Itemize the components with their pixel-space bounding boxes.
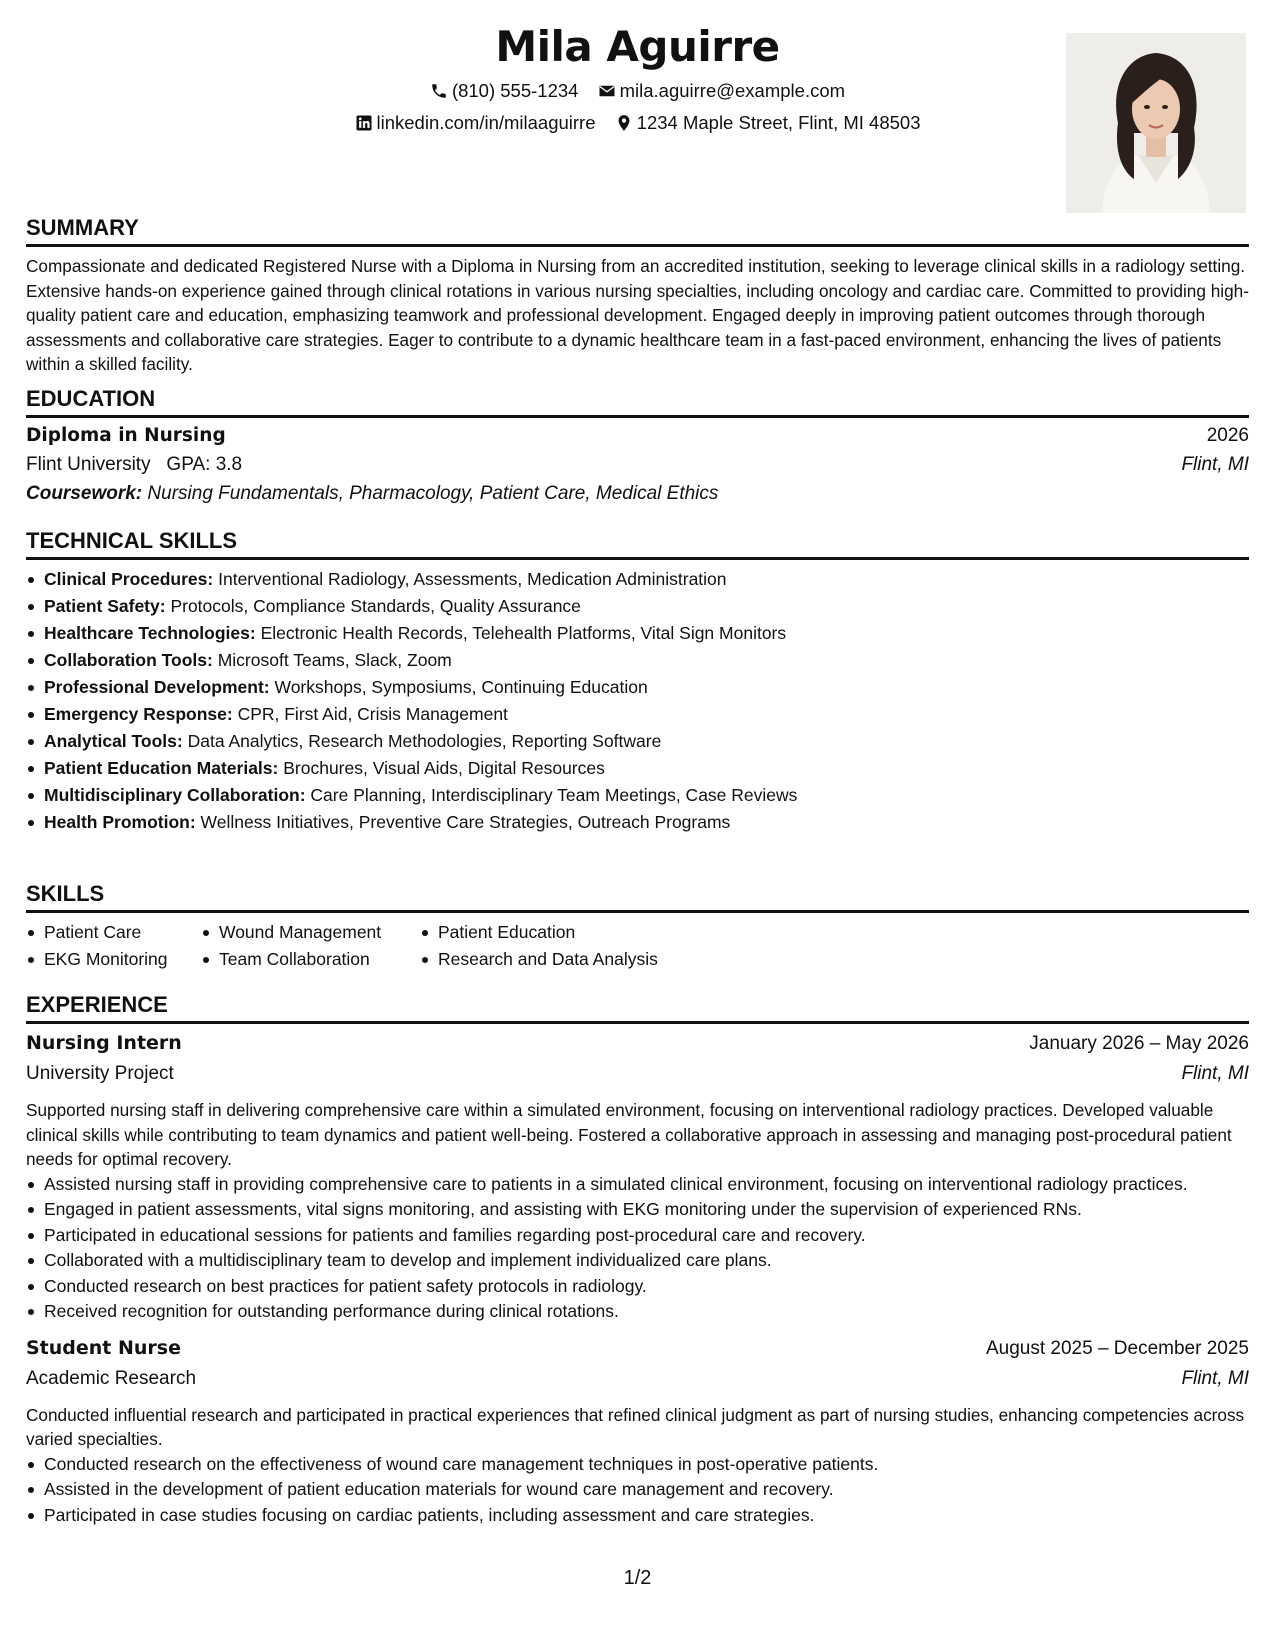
technical-skills-title: TECHNICAL SKILLS bbox=[26, 528, 1249, 560]
email-text: mila.aguirre@example.com bbox=[619, 80, 846, 101]
skill-item: Patient Education bbox=[420, 919, 720, 946]
technical-skills-list bbox=[26, 566, 1249, 836]
email-contact[interactable] bbox=[598, 80, 845, 102]
education-coursework bbox=[26, 483, 1249, 512]
profile-photo bbox=[1066, 33, 1246, 213]
job-bullet: Participated in educational sessions for patients and families regarding post-procedural care and recovery. bbox=[26, 1223, 1249, 1249]
address-text: 1234 Maple Street, Flint, MI 48503 bbox=[636, 112, 921, 133]
tech-skill-item: Collaboration Tools: Microsoft Teams, Slack, Zoom bbox=[26, 647, 1249, 674]
job-entry bbox=[26, 1337, 1249, 1529]
job-bullet: Conducted research on the effectiveness of wound care management techniques in post-operative patients. bbox=[26, 1452, 1249, 1478]
candidate-name: Mila Aguirre bbox=[495, 22, 780, 71]
tech-skill-item: Patient Education Materials: Brochures, Visual Aids, Digital Resources bbox=[26, 755, 1249, 782]
tech-skill-item: Multidisciplinary Collaboration: Care Planning, Interdisciplinary Team Meetings, Case Reviews bbox=[26, 782, 1249, 809]
education-section bbox=[26, 386, 1249, 512]
job-org-row bbox=[26, 1368, 1249, 1399]
job-bullet: Received recognition for outstanding performance during clinical rotations. bbox=[26, 1299, 1249, 1325]
coursework-text: Nursing Fundamentals, Pharmacology, Patient Care, Medical Ethics bbox=[147, 483, 719, 504]
experience-section bbox=[26, 992, 1249, 1528]
job-bullet: Collaborated with a multidisciplinary team to develop and implement individualized care plans. bbox=[26, 1248, 1249, 1274]
skills-grid bbox=[26, 919, 1249, 973]
skill-item: EKG Monitoring bbox=[26, 946, 201, 973]
linkedin-text: linkedin.com/in/milaaguirre bbox=[376, 112, 596, 133]
job-bullet: Conducted research on best practices for patient safety protocols in radiology. bbox=[26, 1274, 1249, 1300]
education-school-line bbox=[26, 454, 242, 476]
education-gpa: GPA: 3.8 bbox=[166, 454, 243, 475]
skills-section bbox=[26, 881, 1249, 973]
job-bullet: Engaged in patient assessments, vital signs monitoring, and assisting with EKG monitoring under the supervision of experienced RNs. bbox=[26, 1197, 1249, 1223]
summary-section bbox=[26, 215, 1249, 377]
experience-title: EXPERIENCE bbox=[26, 992, 1249, 1024]
education-school-row bbox=[26, 454, 1249, 483]
job-bullet: Participated in case studies focusing on cardiac patients, including assessment and care strategies. bbox=[26, 1503, 1249, 1529]
education-school: Flint University bbox=[26, 454, 151, 475]
job-dates: January 2026 – May 2026 bbox=[1029, 1033, 1249, 1054]
coursework-label: Coursework: bbox=[26, 483, 143, 504]
education-degree: Diploma in Nursing bbox=[26, 425, 226, 446]
job-bullets bbox=[26, 1172, 1249, 1325]
skill-item: Wound Management bbox=[201, 919, 420, 946]
job-role: Nursing Intern bbox=[26, 1032, 182, 1054]
tech-skill-item: Healthcare Technologies: Electronic Health Records, Telehealth Platforms, Vital Sign Monitors bbox=[26, 620, 1249, 647]
education-year: 2026 bbox=[1206, 425, 1249, 446]
job-org-row bbox=[26, 1063, 1249, 1094]
tech-skill-item: Emergency Response: CPR, First Aid, Crisis Management bbox=[26, 701, 1249, 728]
job-bullet: Assisted nursing staff in providing comprehensive care to patients in a simulated clinical environment, focusing on interventional radiology practices. bbox=[26, 1172, 1249, 1198]
phone-contact[interactable] bbox=[430, 80, 579, 102]
skill-item: Team Collaboration bbox=[201, 946, 420, 973]
linkedin-icon bbox=[355, 114, 373, 132]
job-bullet: Assisted in the development of patient education materials for wound care management and recovery. bbox=[26, 1477, 1249, 1503]
job-summary: Conducted influential research and participated in practical experiences that refined clinical judgment as part of nursing studies, enhancing competencies across varied specialties. bbox=[26, 1404, 1245, 1450]
tech-skill-item: Patient Safety: Protocols, Compliance Standards, Quality Assurance bbox=[26, 593, 1249, 620]
summary-title: SUMMARY bbox=[26, 215, 1249, 247]
skills-title: SKILLS bbox=[26, 881, 1249, 913]
education-title: EDUCATION bbox=[26, 386, 1249, 418]
skill-item: Patient Care bbox=[26, 919, 201, 946]
job-org: Academic Research bbox=[26, 1367, 197, 1389]
education-location: Flint, MI bbox=[1181, 454, 1249, 475]
job-role: Student Nurse bbox=[26, 1336, 181, 1359]
map-pin-icon bbox=[615, 114, 633, 132]
technical-skills-section bbox=[26, 528, 1249, 836]
tech-skill-item: Health Promotion: Wellness Initiatives, Preventive Care Strategies, Outreach Programs bbox=[26, 809, 1249, 836]
job-header-row bbox=[26, 1032, 1249, 1063]
job-bullets bbox=[26, 1452, 1249, 1529]
envelope-icon bbox=[598, 82, 616, 100]
linkedin-contact[interactable] bbox=[355, 112, 596, 134]
tech-skill-item: Professional Development: Workshops, Symposiums, Continuing Education bbox=[26, 674, 1249, 701]
address-contact bbox=[615, 112, 921, 134]
summary-text: Compassionate and dedicated Registered Nurse with a Diploma in Nursing from an accredited institution, seeking to leverage clinical skills in a radiology setting. Extensive hands-on experience gained through clinical rotations in various nursing specialties, including oncology and cardiac care. Committed to providing high-quality patient care and education, emphasizing teamwork and professional development. Engaged deeply in improving patient outcomes through thorough assessments and collaborative care strategies. Eager to contribute to a dynamic healthcare team in a fast-paced environment, enhancing the lives of patients within a skilled facility. bbox=[26, 256, 1249, 375]
phone-icon bbox=[430, 82, 448, 100]
page-number: 1/2 bbox=[623, 1567, 652, 1589]
education-header-row bbox=[26, 425, 1249, 454]
skill-item: Research and Data Analysis bbox=[420, 946, 720, 973]
job-summary: Supported nursing staff in delivering comprehensive care within a simulated environment, focusing on interventional radiology practices. Developed valuable clinical skills while contributing to team dynamics and patient well-being. Fostered a collaborative approach in assessing and managing post-procedural patient needs for optimal recovery. bbox=[26, 1100, 1232, 1170]
job-header-row bbox=[26, 1337, 1249, 1368]
job-entry bbox=[26, 1032, 1249, 1325]
job-location: Flint, MI bbox=[1181, 1063, 1249, 1084]
job-org: University Project bbox=[26, 1063, 174, 1084]
tech-skill-item: Clinical Procedures: Interventional Radiology, Assessments, Medication Administration bbox=[26, 566, 1249, 593]
tech-skill-item: Analytical Tools: Data Analytics, Research Methodologies, Reporting Software bbox=[26, 728, 1249, 755]
phone-text: (810) 555-1234 bbox=[451, 80, 579, 101]
job-location: Flint, MI bbox=[1181, 1367, 1249, 1389]
job-dates: August 2025 – December 2025 bbox=[985, 1337, 1249, 1359]
